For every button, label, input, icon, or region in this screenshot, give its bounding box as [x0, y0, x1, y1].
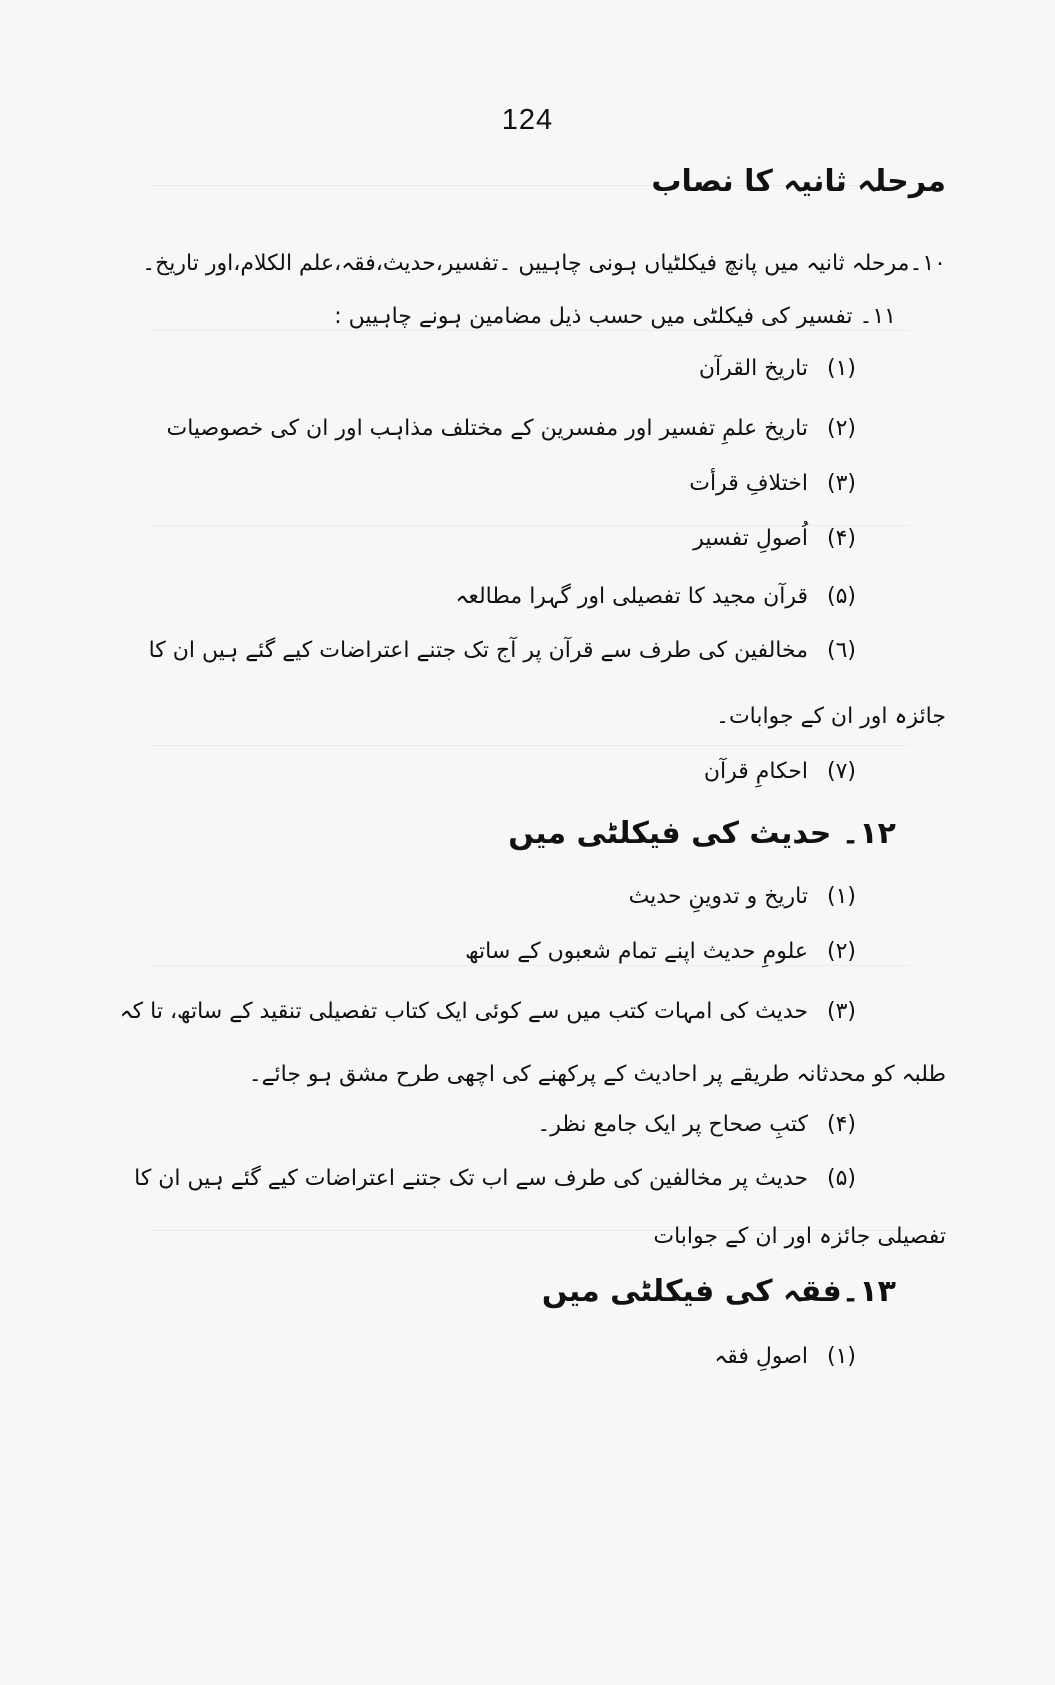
item-text: علومِ حدیث اپنے تمام شعبوں کے ساتھ	[465, 939, 808, 964]
list-item	[465, 935, 856, 969]
item-number: (١)	[826, 884, 856, 909]
item-number: (۴)	[826, 1112, 856, 1137]
item-text: اختلافِ قرأت	[689, 471, 808, 496]
item-number: (٣)	[826, 471, 856, 496]
item-number: (١)	[826, 356, 856, 381]
page-title: مرحلہ ثانیہ کا نصاب	[651, 164, 946, 199]
item-number: (٦)	[826, 638, 856, 663]
list-item-continuation: جائزہ اور ان کے جوابات۔	[716, 704, 946, 729]
item-text: قرآن مجید کا تفصیلی اور گہرا مطالعہ	[455, 584, 808, 609]
list-item-continuation: طلبہ کو محدثانہ طریقے پر احادیث کے پرکھنے کی اچھی طرح مشق ہو جائے۔	[248, 1062, 946, 1087]
item-number: (٣)	[826, 999, 856, 1024]
item-number: (٢)	[826, 939, 856, 964]
item-text: مخالفین کی طرف سے قرآن پر آج تک جتنے اعتراضات کیے گئے ہیں ان کا	[148, 638, 808, 663]
list-item	[455, 580, 856, 614]
item-number: (۴)	[826, 526, 856, 551]
list-item	[629, 880, 856, 914]
list-item	[166, 412, 856, 446]
item-text: تاریخ علمِ تفسیر اور مفسرین کے مختلف مذاہب اور ان کی خصوصیات	[166, 416, 808, 441]
item-text: تاریخ القرآن	[698, 356, 808, 381]
list-item	[704, 755, 856, 789]
section-heading-hadith: ١٢۔ حدیث کی فیکلٹی میں	[508, 816, 896, 851]
list-item	[693, 522, 856, 556]
list-item	[699, 352, 856, 386]
list-item	[134, 1162, 856, 1196]
list-item-continuation: تفصیلی جائزہ اور ان کے جوابات	[653, 1224, 946, 1249]
item-number: (۵)	[826, 584, 856, 609]
page-body	[110, 0, 946, 1685]
item-number: (٢)	[826, 416, 856, 441]
page-number: 124	[501, 104, 554, 136]
item-text: اُصولِ تفسیر	[693, 526, 808, 551]
section-heading-fiqh: ١٣۔فقہ کی فیکلٹی میں	[541, 1274, 896, 1309]
item-text: حدیث کی امہات کتب میں سے کوئی ایک کتاب تفصیلی تنقید کے ساتھ، تا کہ	[119, 999, 808, 1024]
paragraph-11: ١١۔ تفسیر کی فیکلٹی میں حسب ذیل مضامین ہونے چاہییں :	[334, 304, 896, 329]
list-item	[149, 634, 856, 668]
list-item	[120, 995, 856, 1029]
item-number: (١)	[826, 1344, 856, 1369]
item-text: حدیث پر مخالفین کی طرف سے اب تک جتنے اعتراضات کیے گئے ہیں ان کا	[134, 1166, 808, 1191]
item-text: اصولِ فقہ	[714, 1344, 808, 1369]
item-number: (۵)	[826, 1166, 856, 1191]
list-item	[537, 1108, 856, 1142]
list-item	[689, 467, 856, 501]
list-item	[714, 1340, 856, 1374]
item-text: کتبِ صحاح پر ایک جامع نظر۔	[537, 1112, 808, 1137]
paragraph-10: ١٠۔مرحلہ ثانیہ میں پانچ فیکلٹیاں ہونی چاہییں ۔تفسیر،حدیث،فقہ،علم الکلام،اور تاریخ۔	[142, 251, 946, 276]
item-number: (٧)	[826, 759, 856, 784]
item-text: احکامِ قرآن	[703, 759, 808, 784]
item-text: تاریخ و تدوینِ حدیث	[628, 884, 808, 909]
